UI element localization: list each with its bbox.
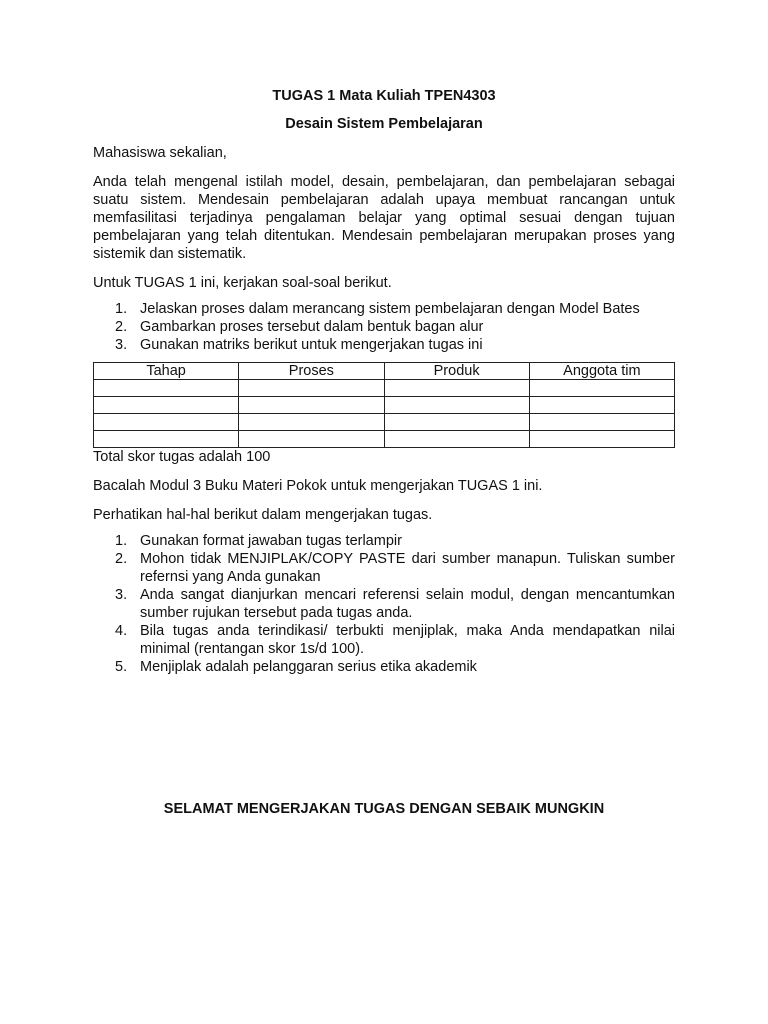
document-page: [93, 87, 675, 676]
table-cell: [529, 414, 674, 431]
table-cell: [529, 380, 674, 397]
task-item: [93, 318, 675, 336]
document-title: TUGAS 1 Mata Kuliah TPEN4303: [272, 88, 496, 104]
rule-item: [93, 532, 675, 550]
total-score: Total skor tugas adalah 100: [93, 449, 271, 465]
table-header-row: [94, 363, 675, 380]
rule-number: 4.: [115, 623, 128, 639]
closing-message: SELAMAT MENGERJAKAN TUGAS DENGAN SEBAIK MUNGKIN: [163, 801, 605, 817]
task-text: Gunakan matriks berikut untuk mengerjakan tugas ini: [140, 337, 483, 353]
column-header-tahap: Tahap: [94, 363, 239, 380]
rule-number: 2.: [115, 551, 128, 567]
rule-text: Mohon tidak MENJIPLAK/COPY PASTE dari sumber manapun. Tuliskan sumber refernsi yang Anda gunakan: [140, 551, 675, 585]
rule-text: Anda sangat dianjurkan mencari referensi selain modul, dengan mencantumkan sumber rujukan tersebut pada tugas anda.: [140, 587, 675, 621]
rule-number: 3.: [115, 587, 128, 603]
read-module-instruction: Bacalah Modul 3 Buku Materi Pokok untuk mengerjakan TUGAS 1 ini.: [93, 478, 543, 494]
intro-paragraph: Anda telah mengenal istilah model, desain, pembelajaran, dan pembelajaran sebagai suatu sistem. Mendesain pembelajaran adalah upaya membuat rancangan untuk memfasilitasi terjadinya pengalaman belajar yang optimal sesuai dengan tujuan pembelajaran yang telah ditentukan. Mendesain pembelajaran merupakan proses yang sistemik dan sistematik.: [93, 174, 675, 262]
column-header-anggota-tim: Anggota tim: [529, 363, 674, 380]
table-cell: [529, 397, 674, 414]
rule-item: [93, 586, 675, 622]
table-cell: [94, 414, 239, 431]
table-cell: [384, 414, 529, 431]
rule-number: 1.: [115, 533, 128, 549]
task-lead: Untuk TUGAS 1 ini, kerjakan soal-soal berikut.: [93, 275, 392, 291]
greeting: Mahasiswa sekalian,: [93, 145, 227, 161]
table-cell: [384, 431, 529, 448]
table-row: [94, 380, 675, 397]
rules-list: [93, 532, 675, 676]
rule-item: [93, 550, 675, 586]
rule-item: [93, 622, 675, 658]
table-cell: [384, 397, 529, 414]
table-cell: [239, 397, 384, 414]
task-matrix-table: [93, 362, 675, 448]
task-number: 1.: [115, 301, 128, 317]
table-cell: [94, 380, 239, 397]
task-text: Jelaskan proses dalam merancang sistem pembelajaran dengan Model Bates: [140, 301, 640, 317]
rule-text: Menjiplak adalah pelanggaran serius etika akademik: [140, 659, 477, 675]
table-cell: [94, 431, 239, 448]
task-number: 3.: [115, 337, 128, 353]
table-cell: [384, 380, 529, 397]
table-cell: [239, 414, 384, 431]
task-text: Gambarkan proses tersebut dalam bentuk bagan alur: [140, 319, 484, 335]
table-cell: [239, 431, 384, 448]
document-subtitle: Desain Sistem Pembelajaran: [285, 116, 483, 132]
rule-text: Gunakan format jawaban tugas terlampir: [140, 533, 402, 549]
table-row: [94, 414, 675, 431]
task-list: [93, 300, 675, 354]
table-row: [94, 397, 675, 414]
task-item: [93, 300, 675, 318]
rule-text: Bila tugas anda terindikasi/ terbukti menjiplak, maka Anda mendapatkan nilai minimal (rentangan skor 1s/d 100).: [140, 623, 675, 657]
task-number: 2.: [115, 319, 128, 335]
note-lead: Perhatikan hal-hal berikut dalam mengerjakan tugas.: [93, 507, 433, 523]
column-header-produk: Produk: [384, 363, 529, 380]
column-header-proses: Proses: [239, 363, 384, 380]
table-cell: [94, 397, 239, 414]
table-cell: [239, 380, 384, 397]
table-row: [94, 431, 675, 448]
rule-number: 5.: [115, 659, 128, 675]
rule-item: [93, 658, 675, 676]
task-item: [93, 336, 675, 354]
table-cell: [529, 431, 674, 448]
